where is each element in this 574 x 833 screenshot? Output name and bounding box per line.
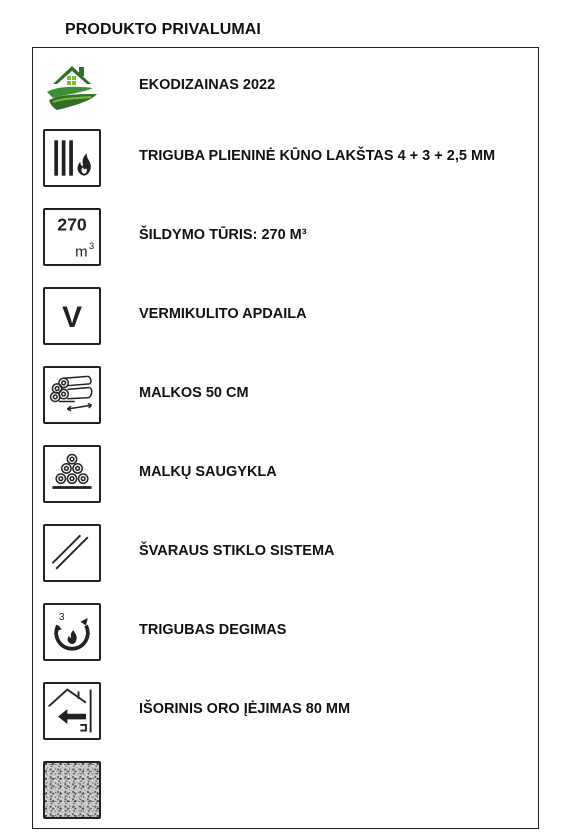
feature-row-external-air bbox=[33, 681, 540, 743]
heating-volume-exponent: 3 bbox=[88, 241, 95, 252]
feature-label: IŠORINIS ORO ĮĖJIMAS 80 MM bbox=[139, 701, 351, 717]
steel-sheet-flame-icon bbox=[43, 129, 101, 187]
firewood-length-icon bbox=[43, 366, 101, 424]
combustion-count: 3 bbox=[58, 611, 65, 623]
heating-volume-value: 270 bbox=[57, 214, 87, 235]
heating-volume-icon bbox=[43, 208, 101, 266]
triple-combustion-icon bbox=[43, 603, 101, 661]
vermiculite-icon bbox=[43, 287, 101, 345]
heating-volume-unit: m bbox=[75, 244, 88, 261]
feature-label: ŠILDYMO TŪRIS: 270 M³ bbox=[139, 227, 307, 243]
external-air-intake-icon bbox=[43, 682, 101, 740]
feature-row-triple-combustion bbox=[33, 602, 540, 664]
feature-label: ŠVARAUS STIKLO SISTEMA bbox=[139, 543, 335, 559]
feature-label: TRIGUBA PLIENINĖ KŪNO LAKŠTAS 4 + 3 + 2,5 MM bbox=[139, 148, 496, 164]
feature-label: MALKŲ SAUGYKLA bbox=[139, 464, 277, 480]
feature-row-vermiculite bbox=[33, 286, 540, 348]
feature-row-firewood-length bbox=[33, 365, 540, 427]
feature-row-steel-sheet bbox=[33, 128, 540, 190]
feature-label: EKODIZAINAS 2022 bbox=[139, 77, 276, 93]
granite-texture-icon bbox=[43, 761, 101, 819]
feature-label: VERMIKULITO APDAILA bbox=[139, 306, 307, 322]
feature-row-firewood-storage bbox=[33, 444, 540, 506]
page-title: PRODUKTO PRIVALUMAI bbox=[65, 21, 261, 38]
feature-label: MALKOS 50 CM bbox=[139, 385, 249, 401]
feature-row-heating-volume bbox=[33, 207, 540, 269]
eco-house-icon bbox=[43, 58, 101, 116]
feature-row-clean-glass bbox=[33, 523, 540, 585]
firewood-storage-icon bbox=[43, 445, 101, 503]
features-box bbox=[32, 47, 539, 829]
feature-label: TRIGUBAS DEGIMAS bbox=[139, 622, 287, 638]
feature-row-granite bbox=[33, 760, 540, 822]
clean-glass-icon bbox=[43, 524, 101, 582]
feature-row-ekodizainas bbox=[33, 57, 540, 119]
vermiculite-letter: V bbox=[62, 301, 82, 335]
